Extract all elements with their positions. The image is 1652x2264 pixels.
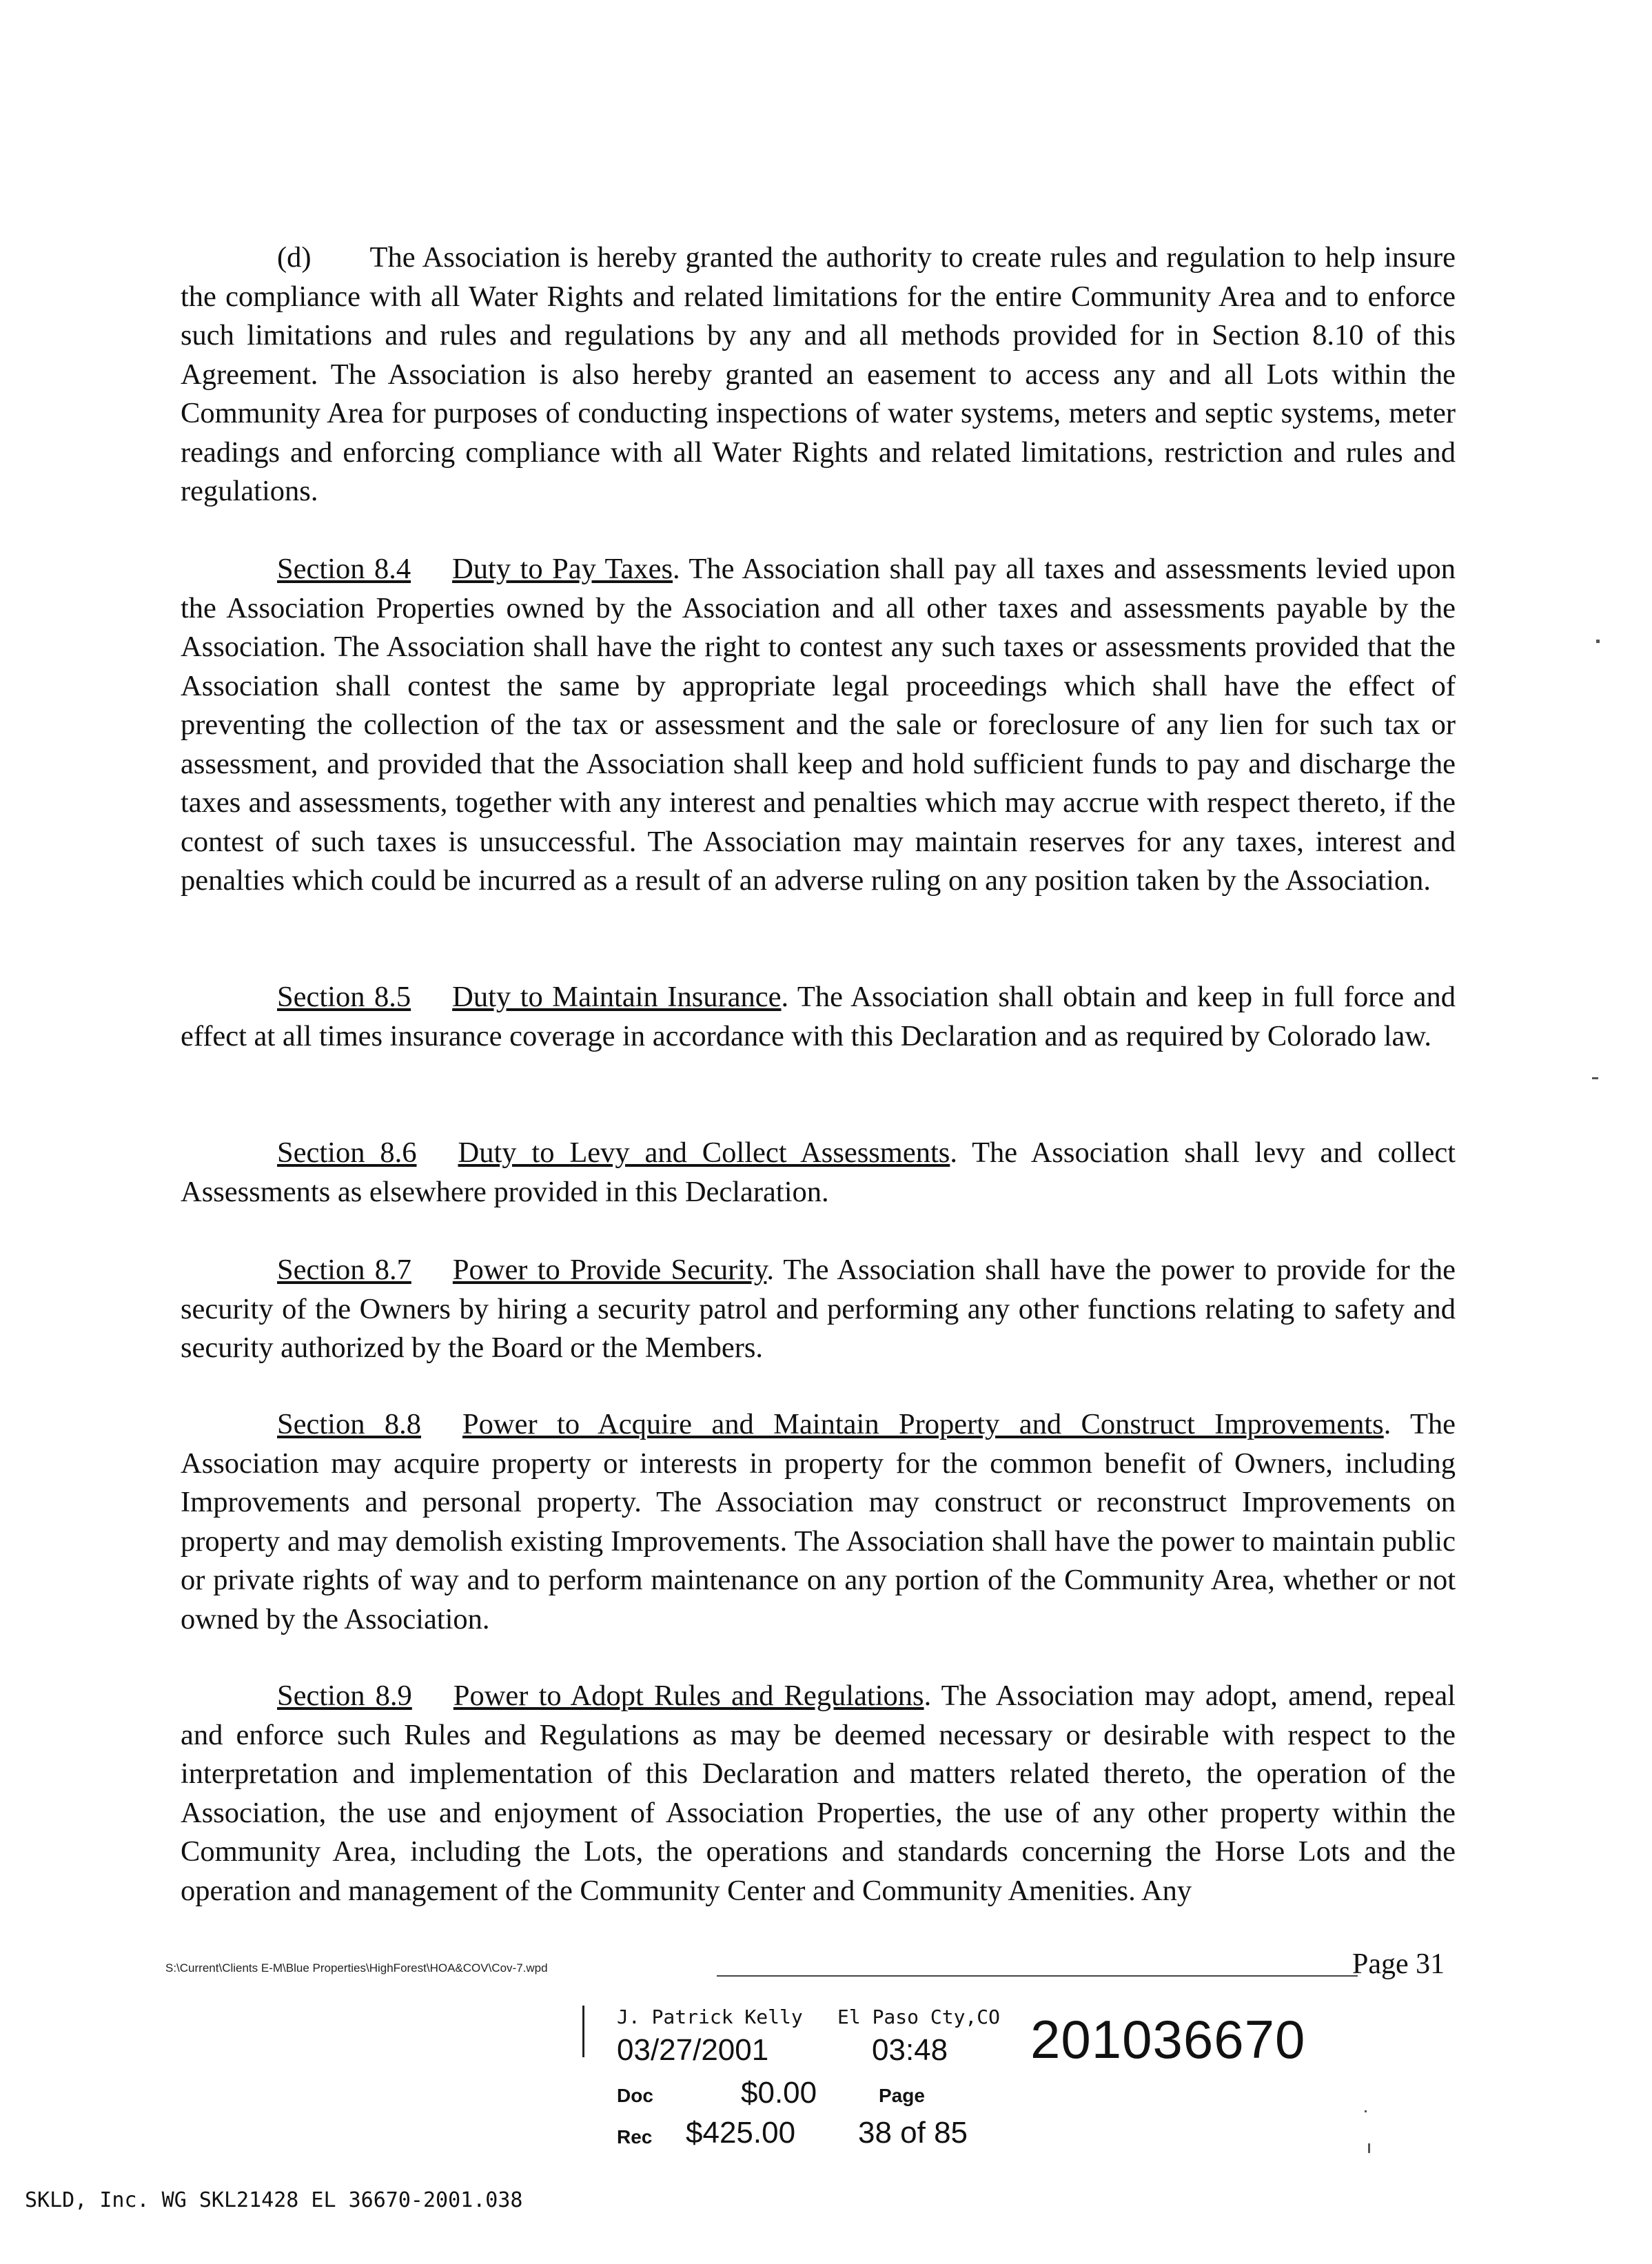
section-title: Duty to Levy and Collect Assessments — [458, 1136, 950, 1169]
section-body: . The Association shall pay all taxes and assessments levied upon the Association Properties owned by the Association and all other taxes and assessments payable by the Association. The Association shall have the right to contest any such taxes or assessments provided that the Association shall contest the same by appropriate legal proceedings which shall have the effect of preventing the collection of the tax or assessment and the sale or foreclosure of any lien for such tax or assessment, and provided that the Association shall keep and hold sufficient funds to pay and discharge the taxes and assessments, together with any interest and penalties which may accrue with respect thereto, if the contest of such taxes is unsuccessful. The Association may maintain reserves for any taxes, interest and penalties which could be incurred as a result of an adverse ruling on any position taken by the Association. — [181, 553, 1456, 897]
section-title: Power to Acquire and Maintain Property and Construct Improvements — [462, 1408, 1384, 1440]
section-8-9 — [181, 1677, 1456, 1910]
stamp-doc-fee: $0.00 — [741, 2076, 817, 2110]
page-number: Page 31 — [1352, 1948, 1445, 1980]
stamp-county: El Paso Cty,CO — [837, 2006, 1001, 2028]
section-body: . The Association may acquire property or interests in property for the common benefit of Owners, including Improvements and personal property. The Association may construct or reconstruct Improvements on property and may demolish existing Improvements. The Association shall have the power to maintain public or private rights of way and to perform maintenance on any portion of the Community Area, whether or not owned by the Association. — [181, 1408, 1456, 1635]
section-number: Section 8.7 — [277, 1254, 411, 1286]
section-body: . The Association may adopt, amend, repeal and enforce such Rules and Regulations as may be deemed necessary or desirable with respect to the interpretation and implementation of this Declaration and matters related thereto, the operation of the Association, the use and enjoyment of Association Properties, the use of any other property within the Community Area, including the Lots, the operations and standards concerning the Horse Lots and the operation and management of the Community Center and Community Amenities. Any — [181, 1680, 1456, 1907]
footer-file-path: S:\Current\Clients E-M\Blue Properties\HighForest\HOA&COV\Cov-7.wpd — [165, 1961, 548, 1975]
stamp-pages: 38 of 85 — [858, 2116, 968, 2150]
section-number: Section 8.8 — [277, 1408, 422, 1440]
stamp-bar — [582, 2006, 584, 2057]
paragraph-d-text: (d) The Association is hereby granted the authority to create rules and regulation to help insure the compliance with all Water Rights and related limitations for the entire Community Area and to enforce such limitations and rules and regulations by any and all methods provided for in Section 8.10 of this Agreement. The Association is also hereby granted an easement to access any and all Lots within the Community Area for purposes of conducting inspections of water systems, meters and septic systems, meter readings and enforcing compliance with all Water Rights and related limitations, restriction and rules and regulations. — [181, 241, 1456, 507]
section-number: Section 8.6 — [277, 1136, 417, 1169]
stamp-doc-label: Doc — [617, 2085, 653, 2106]
section-title: Duty to Pay Taxes — [452, 553, 673, 585]
scan-speck — [1365, 2110, 1367, 2112]
section-8-6 — [181, 1134, 1456, 1212]
stamp-time: 03:48 — [872, 2033, 948, 2067]
section-number: Section 8.9 — [277, 1680, 412, 1712]
stamp-recorder: J. Patrick Kelly — [617, 2006, 803, 2028]
section-8-4 — [181, 550, 1456, 901]
section-8-8 — [181, 1405, 1456, 1639]
stamp-page-label: Page — [879, 2085, 925, 2106]
section-number: Section 8.5 — [277, 981, 411, 1013]
section-body: . The Association shall levy and collect Assessments as elsewhere provided in this Declaration. — [181, 1136, 1456, 1208]
section-body: . The Association shall have the power to provide for the security of the Owners by hiring a security patrol and performing any other functions relating to safety and security authorized by the Board or the Members. — [181, 1254, 1456, 1364]
scan-speck — [1596, 640, 1600, 643]
section-8-5 — [181, 978, 1456, 1056]
stamp-date: 03/27/2001 — [617, 2033, 769, 2067]
stamp-rec-label: Rec — [617, 2126, 653, 2148]
section-title: Power to Adopt Rules and Regulations — [453, 1680, 924, 1712]
filer-line: SKLD, Inc. WG SKL21428 EL 36670-2001.038 — [25, 2188, 523, 2212]
section-title: Power to Provide Security — [452, 1254, 767, 1286]
stamp-rec-fee: $425.00 — [686, 2116, 796, 2150]
section-body: . The Association shall obtain and keep in full force and effect at all times insurance coverage in accordance with this Declaration and as required by Colorado law. — [181, 981, 1456, 1052]
section-8-7 — [181, 1251, 1456, 1368]
section-title: Duty to Maintain Insurance — [452, 981, 782, 1013]
footer-rule — [717, 1975, 1358, 1977]
paragraph-d — [181, 238, 1456, 511]
scan-speck — [1368, 2143, 1370, 2153]
stamp-reception-number: 201036670 — [1030, 2009, 1306, 2070]
section-number: Section 8.4 — [277, 553, 411, 585]
scan-speck — [1592, 1077, 1598, 1079]
